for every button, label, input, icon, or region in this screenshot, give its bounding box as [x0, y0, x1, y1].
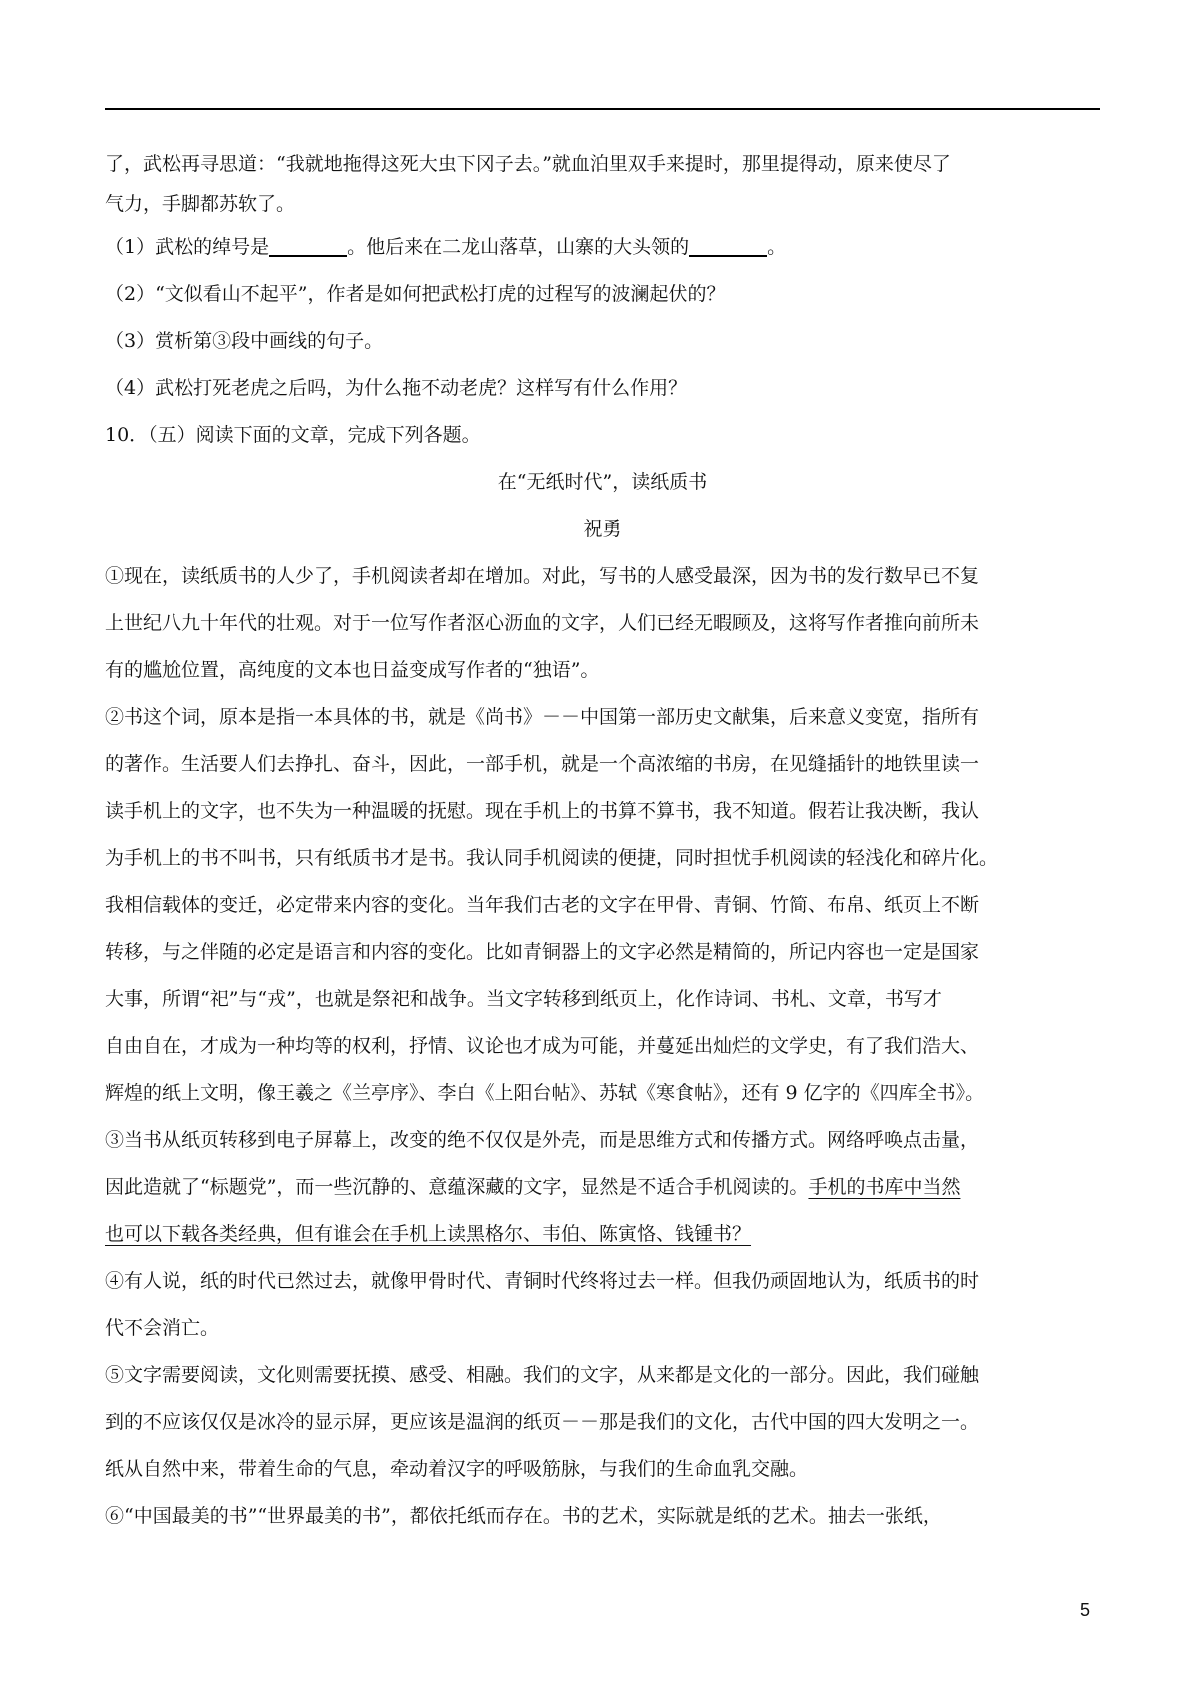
- paragraph-5: [105, 1352, 1100, 1493]
- answer-blank[interactable]: [689, 233, 767, 257]
- text-line: 了，武松再寻思道：“我就地拖得这死大虫下冈子去。”就血泊里双手来提时，那里提得动，原来使尽了: [105, 153, 951, 175]
- question-1-part-b: 。他后来在二龙山落草，山寨的大头领的: [347, 236, 690, 258]
- header-rule: [105, 108, 1100, 110]
- question-1-part-a: （1）武松的绰号是: [105, 236, 270, 258]
- question-3: （3）赏析第③段中画线的句子。: [105, 330, 384, 352]
- text-line: 转移，与之伴随的必定是语言和内容的变化。比如青铜器上的文字必然是精简的，所记内容也一定是国家: [105, 941, 980, 963]
- text-line: 读手机上的文字，也不失为一种温暖的抚慰。现在手机上的书算不算书，我不知道。假若让我决断，我认: [105, 800, 980, 822]
- question-1-part-c: 。: [767, 236, 787, 258]
- document-body: [105, 144, 1100, 1540]
- text-line: ③当书从纸页转移到电子屏幕上，改变的绝不仅仅是外壳，而是思维方式和传播方式。网络呼唤点击量，: [105, 1129, 980, 1151]
- question-4: （4）武松打死老虎之后吗，为什么拖不动老虎？这样写有什么作用？: [105, 377, 688, 399]
- text-line: 自由自在，才成为一种均等的权利，抒情、议论也才成为可能，并蔓延出灿烂的文学史，有了我们浩大、: [105, 1035, 980, 1057]
- text-line: 辉煌的纸上文明，像王羲之《兰亭序》、李白《上阳台帖》、苏轼《寒食帖》，还有 9 亿字的《四库全书》。: [105, 1082, 985, 1104]
- article-author: 祝勇: [583, 518, 622, 540]
- article-title: 在“无纸时代”，读纸质书: [497, 471, 708, 493]
- text-line: 气力，手脚都苏软了。: [105, 193, 296, 215]
- text-line: 代不会消亡。: [105, 1317, 220, 1339]
- section-heading: 10．（五）阅读下面的文章，完成下列各题。: [105, 424, 481, 446]
- text-line: 有的尴尬位置，高纯度的文本也日益变成写作者的“独语”。: [105, 659, 600, 681]
- text-line: 到的不应该仅仅是冰冷的显示屏，更应该是温润的纸页－－那是我们的文化，古代中国的四大发明之一。: [105, 1411, 980, 1433]
- text-line: 纸从自然中来，带着生命的气息，牵动着汉字的呼吸筋脉，与我们的生命血乳交融。: [105, 1458, 809, 1480]
- answer-blank[interactable]: [269, 233, 347, 257]
- paragraph-6: [105, 1493, 1100, 1540]
- question-2: （2）“文似看山不起平”，作者是如何把武松打虎的过程写的波澜起伏的？: [105, 283, 726, 305]
- paragraph-1: [105, 553, 1100, 694]
- text-line: [105, 1164, 1100, 1211]
- text-line: 上世纪八九十年代的壮观。对于一位写作者沤心沥血的文字，人们已经无暇顾及，这将写作者推向前所未: [105, 612, 980, 634]
- paragraph-4: [105, 1258, 1100, 1352]
- text-line: 我相信载体的变迁，必定带来内容的变化。当年我们古老的文字在甲骨、青铜、竹简、布帛、纸页上不断: [105, 894, 980, 916]
- underlined-sentence: 也可以下载各类经典，但有谁会在手机上读黑格尔、韦伯、陈寅恪、钱锺书？: [105, 1223, 752, 1245]
- text-line: 大事，所谓“祀”与“戎”，也就是祭祀和战争。当文字转移到纸页上，化作诗词、书札、文章，书写才: [105, 988, 942, 1010]
- text-line: 为手机上的书不叫书，只有纸质书才是书。我认同手机阅读的便捷，同时担忧手机阅读的轻浅化和碎片化。: [105, 847, 999, 869]
- text-span: 因此造就了“标题党”，而一些沉静的、意蕴深藏的文字，显然是不适合手机阅读的。: [105, 1176, 809, 1198]
- text-line: ⑥“中国最美的书”“世界最美的书”，都依托纸而存在。书的艺术，实际就是纸的艺术。抽去一张纸，: [105, 1505, 942, 1527]
- text-line: ②书这个词，原本是指一本具体的书，就是《尚书》－－中国第一部历史文献集，后来意义变宽，指所有: [105, 706, 980, 728]
- underlined-sentence: 手机的书库中当然: [808, 1176, 961, 1198]
- text-line: [105, 1211, 1100, 1258]
- text-line: ④有人说，纸的时代已然过去，就像甲骨时代、青铜时代终将过去一样。但我仍顽固地认为，纸质书的时: [105, 1270, 980, 1292]
- text-line: ①现在，读纸质书的人少了，手机阅读者却在增加。对此，写书的人感受最深，因为书的发行数早已不复: [105, 565, 980, 587]
- paragraph-3: [105, 1117, 1100, 1258]
- text-line: 的著作。生活要人们去挣扎、奋斗，因此，一部手机，就是一个高浓缩的书房，在见缝插针的地铁里读一: [105, 753, 980, 775]
- question-1: [105, 224, 1100, 271]
- text-line: ⑤文字需要阅读，文化则需要抚摸、感受、相融。我们的文字，从来都是文化的一部分。因此，我们碰触: [105, 1364, 980, 1386]
- paragraph-2: [105, 694, 1100, 1117]
- page-number: 5: [1079, 1600, 1090, 1620]
